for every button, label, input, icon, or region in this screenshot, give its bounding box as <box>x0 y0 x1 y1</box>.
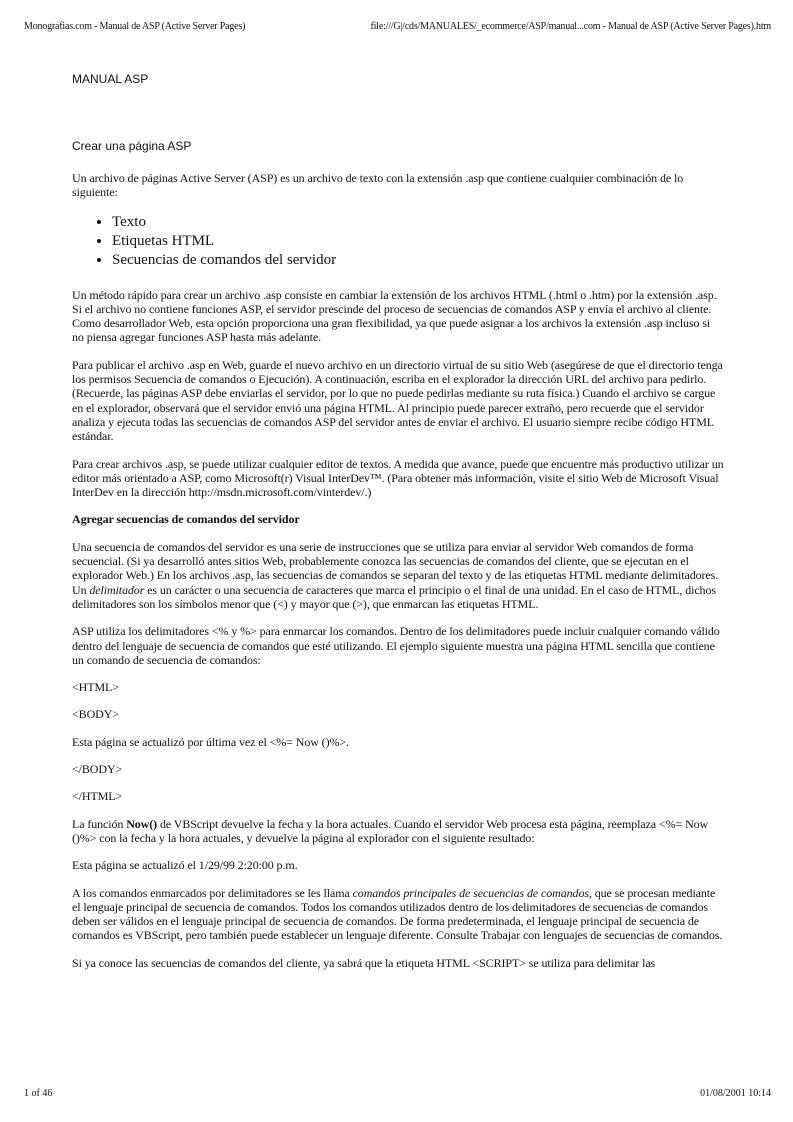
text-run: La función <box>72 816 127 831</box>
list-item: • Secuencias de comandos del servidor <box>112 251 724 270</box>
code-line: </HTML> <box>72 789 123 804</box>
code-line: Esta página se actualizó por última vez el <%= Now ()%>. <box>72 734 349 749</box>
code-line: </BODY> <box>72 762 123 777</box>
text-run: A los comandos enmarcados por delimitadores se les llama <box>72 885 353 900</box>
emphasis-term: comandos principales de secuencias de comandos <box>352 885 589 900</box>
emphasis-term: delimitador <box>89 582 145 597</box>
result-line: Esta página se actualizó el 1/29/99 2:20:00 p.m. <box>72 858 298 873</box>
paragraph <box>72 540 724 611</box>
intro-paragraph: Un archivo de páginas Active Server (ASP) es un archivo de texto con la extensión .asp que contiene cualquier combinación de lo siguiente: <box>72 171 684 200</box>
text-run: Una secuencia de comandos del servidor es una serie de instrucciones que se utiliza para enviar al servidor Web comandos de forma secuencial. (Si ya desarrolló antes sitios Web, probablemente conozca las secuencias de comandos del cliente, que se ejecutan en el explorador Web.) En los archivos .asp, las secuencias de comandos se separan del texto y de las etiquetas HTML mediante delimitadores. Un <box>72 539 719 597</box>
paragraph <box>72 886 724 943</box>
code-line: <HTML> <box>72 680 119 695</box>
code-line: <BODY> <box>72 707 119 722</box>
list-item: • Etiquetas HTML <box>112 232 724 251</box>
text-run: es un carácter o una secuencia de caracteres que marca el principio o el final de una unidad. En el caso de HTML, dichos delimitadores son los símbolos menor que (<) y mayor que (>), que enmarcan las etiquetas HTML. <box>72 582 716 611</box>
document-body <box>72 72 724 983</box>
paragraph: Para crear archivos .asp, se puede utilizar cualquier editor de textos. A medida que avance, puede que encuentre más productivo utilizar un editor más orientado a ASP, como Microsoft(r) Visual InterDev™. (Para obtener más información, visite el sitio Web de Microsoft Visual InterDev en la dirección http://msdn.microsoft.com/vinterdev/.) <box>72 456 724 500</box>
page-number: 1 of 46 <box>24 1088 53 1099</box>
text-run: , que se procesan mediante el lenguaje principal de secuencia de comandos. Todos los comandos utilizados dentro de los delimitadores de secuencias de comandos deben ser válidos en el lenguaje principal de secuencia de comandos. De forma predeterminada, el lenguaje principal de secuencia de comandos es VBScript, pero también puede establecer un lenguaje diferente. Consulte Trabajar con lenguajes de secuencias de comandos. <box>72 885 723 943</box>
function-name: Now() <box>126 816 158 831</box>
print-header-url: file:///G|/cds/MANUALES/_ecommerce/ASP/manual...com - Manual de ASP (Active Server Pages).htm <box>370 21 771 32</box>
section-heading: Agregar secuencias de comandos del servidor <box>72 512 300 527</box>
text-run: de VBScript devuelve la fecha y la hora actuales. Cuando el servidor Web procesa esta página, reemplaza <%= Now ()%> con la fecha y la hora actuales, y devuelve la página al explorador con el siguiente resultado: <box>72 816 709 845</box>
document-title: MANUAL ASP <box>72 72 149 86</box>
paragraph: Para publicar el archivo .asp en Web, guarde el nuevo archivo en un directorio virtual de su sitio Web (asegúrese de que el directorio tenga los permisos Secuencia de comandos o Ejecución). A continuación, escriba en el explorador la dirección URL del archivo para pedirlo. (Recuerde, las páginas ASP debe enviarlas el servidor, por lo que no puede pedirlas mediante su ruta física.) Cuando el archivo se cargue en el explorador, observará que el servidor envió una página HTML. Al principio puede parecer extraño, pero recuerde que el servidor analiza y ejecuta todas las secuencias de comandos ASP del servidor antes de enviar el archivo. El usuario siempre recibe código HTML estándar. <box>72 357 723 444</box>
print-datetime: 01/08/2001 10:14 <box>700 1088 771 1099</box>
paragraph: Si ya conoce las secuencias de comandos del cliente, ya sabrá que la etiqueta HTML <SCRIPT> se utiliza para delimitar las <box>72 955 656 970</box>
print-header-title: Monografias.com - Manual de ASP (Active Server Pages) <box>24 21 246 32</box>
paragraph: Un método rápido para crear un archivo .asp consiste en cambiar la extensión de los archivos HTML (.html o .htm) por la extensión .asp. Si el archivo no contiene funciones ASP, el servidor prescinde del proceso de secuencias de comandos ASP y envía el archivo al cliente. Como desarrollador Web, esta opción proporciona una gran flexibilidad, ya que puede asignar a los archivos la extensión .asp incluso si no piensa agregar funciones ASP hasta más adelante. <box>72 287 717 345</box>
list-item: • Texto <box>112 213 724 232</box>
content-types-list <box>72 213 724 270</box>
paragraph: ASP utiliza los delimitadores <% y %> para enmarcar los comandos. Dentro de los delimitadores puede incluir cualquier comando válido dentro del lenguaje de secuencia de comandos que esté utilizando. El ejemplo siguiente muestra una página HTML sencilla que contiene un comando de secuencia de comandos: <box>72 624 720 667</box>
section-title: Crear una página ASP <box>72 139 192 153</box>
paragraph <box>72 817 724 846</box>
